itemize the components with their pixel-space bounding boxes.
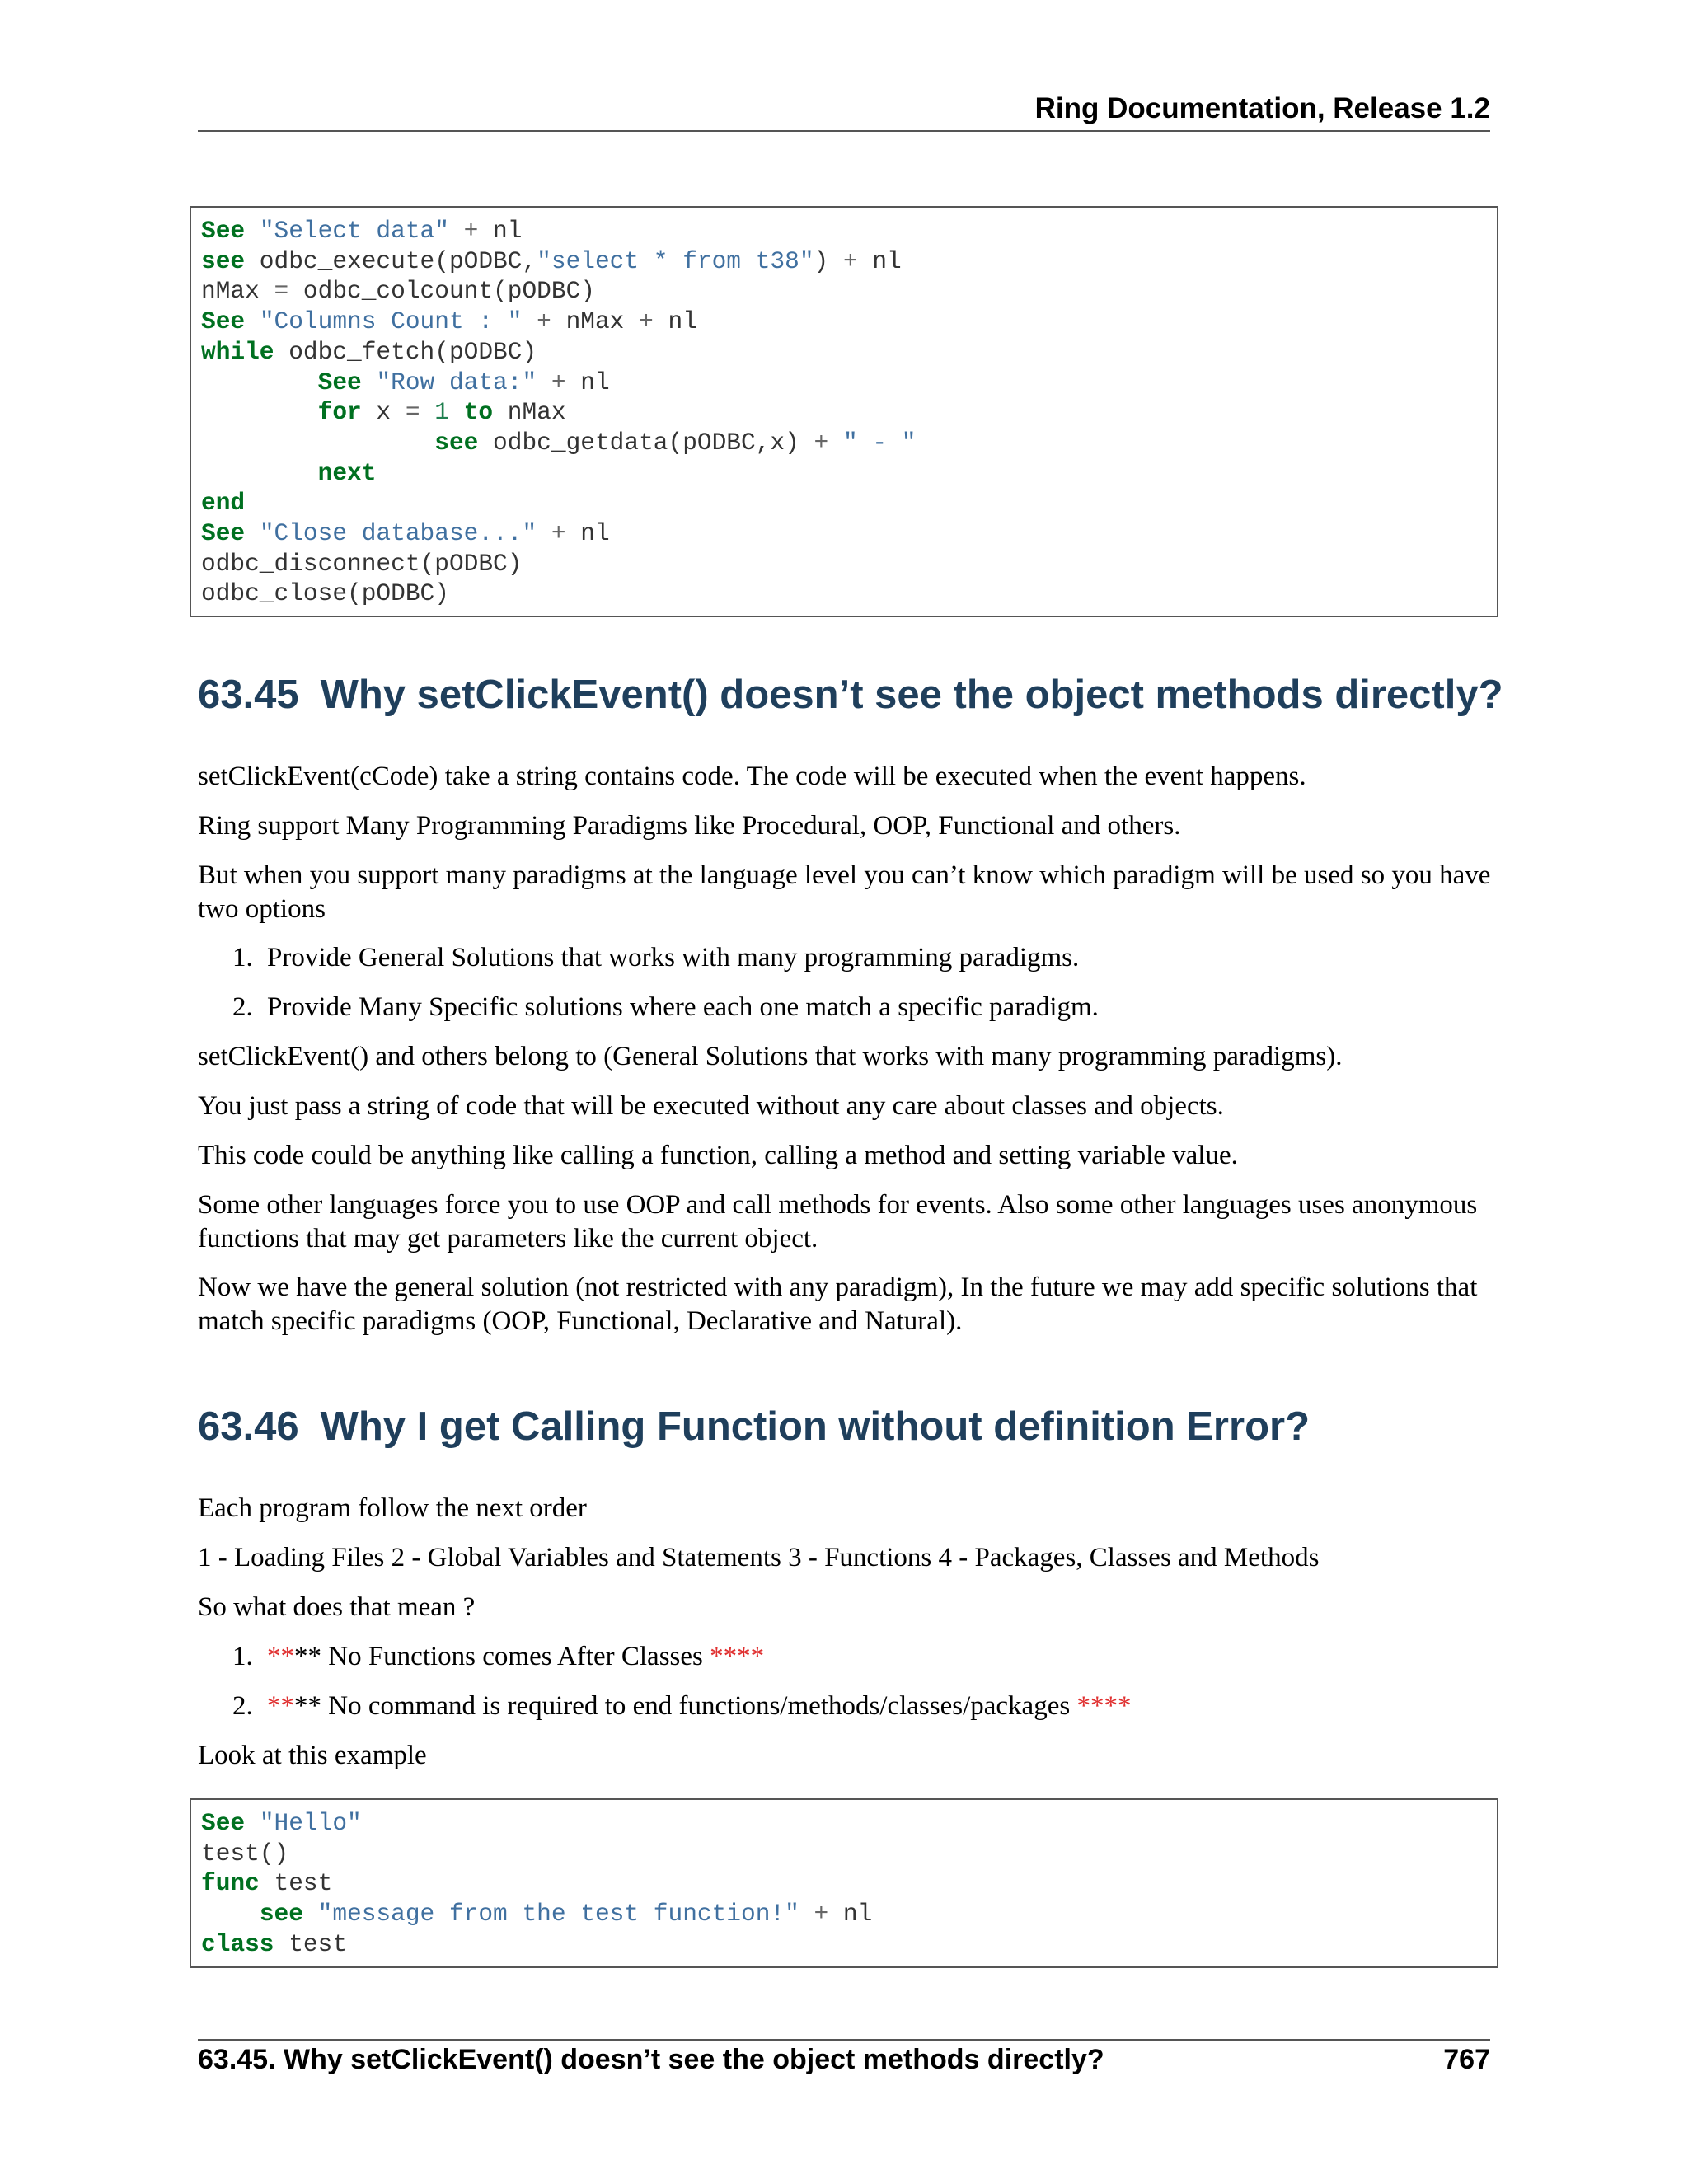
- section-heading-63-46: [198, 1404, 1310, 1450]
- code-token: =: [405, 398, 420, 427]
- code-line: [201, 307, 697, 335]
- code-token: odbc_fetch(pODBC): [274, 337, 537, 366]
- section-heading-63-45: [198, 672, 1503, 718]
- code-token: nMax: [201, 277, 274, 306]
- page-number: 767: [1443, 2044, 1490, 2075]
- code-token: [201, 368, 318, 396]
- code-token: for: [317, 398, 362, 427]
- code-token: [828, 429, 843, 457]
- list-item: [232, 1690, 1469, 1723]
- code-token: odbc_execute(pODBC,: [245, 246, 537, 275]
- list-item-text: Provide Many Specific solutions where each one match a specific paradigm.: [267, 992, 1099, 1022]
- code-token: nl: [478, 217, 523, 245]
- code-token: "message from the test function!": [317, 1900, 799, 1929]
- code-token: +: [814, 1900, 829, 1929]
- asterisks: **: [294, 1642, 321, 1671]
- code-line: [201, 217, 522, 245]
- code-line: [201, 338, 537, 366]
- paragraph: setClickEvent() and others belong to (General Solutions that works with many programming paradigms).: [198, 1042, 1343, 1071]
- list-marker: 1.: [232, 1642, 253, 1671]
- paragraph: So what does that mean ?: [198, 1592, 476, 1622]
- code-token: [201, 398, 318, 426]
- code-token: "Row data:": [376, 368, 537, 396]
- paragraph: 1 - Loading Files 2 - Global Variables and Statements 3 - Functions 4 - Packages, Classes and Methods: [198, 1543, 1320, 1572]
- emphasis-marker: **: [267, 1642, 294, 1671]
- code-token: odbc_disconnect(pODBC): [201, 549, 523, 578]
- code-token: 1: [434, 398, 449, 427]
- paragraph: You just pass a string of code that will be executed without any care about classes and objects.: [198, 1091, 1224, 1121]
- code-token: [420, 398, 435, 426]
- code-token: while: [201, 337, 274, 366]
- code-token: [799, 1900, 814, 1928]
- list-marker: 1.: [232, 943, 253, 972]
- list-item-text: Provide General Solutions that works with many programming paradigms.: [267, 943, 1080, 972]
- code-token: =: [274, 277, 289, 306]
- code-token: "select * from t38": [537, 246, 814, 275]
- code-line: [201, 277, 595, 305]
- code-token: nMax: [551, 307, 640, 336]
- code-token: test(): [201, 1839, 289, 1868]
- code-token: [522, 307, 537, 335]
- code-token: [537, 519, 551, 547]
- code-token: [245, 1809, 260, 1837]
- code-token: odbc_colcount(pODBC): [288, 277, 595, 306]
- code-token: [362, 368, 377, 396]
- code-block-func-class: [190, 1798, 1498, 1968]
- list-marker: 2.: [232, 992, 253, 1022]
- code-token: nMax: [493, 398, 566, 427]
- emphasis-marker: ****: [1076, 1691, 1132, 1721]
- code-line: [201, 1869, 332, 1897]
- paragraph: Each program follow the next order: [198, 1493, 587, 1523]
- code-token: test: [259, 1869, 333, 1898]
- list-item: [232, 941, 1469, 975]
- paragraph: Some other languages force you to use OOP and call methods for events. Also some other languages uses anonymous functions that may get parameters like the current object.: [198, 1190, 1478, 1254]
- code-token: x: [361, 398, 406, 427]
- code-line: [201, 368, 610, 396]
- code-line: [201, 1900, 872, 1928]
- code-token: [201, 429, 434, 457]
- code-token: next: [317, 458, 377, 487]
- code-token: See: [201, 217, 246, 245]
- paragraph: Look at this example: [198, 1741, 427, 1770]
- code-token: +: [551, 519, 566, 548]
- emphasis-marker: **: [267, 1691, 294, 1721]
- section-title: Why I get Calling Function without definition Error?: [320, 1404, 1311, 1449]
- code-token: [303, 1900, 318, 1928]
- code-line: [201, 519, 610, 547]
- paragraph: setClickEvent(cCode) take a string contains code. The code will be executed when the event happens.: [198, 762, 1306, 791]
- footer-section-title: 63.45. Why setClickEvent() doesn’t see the object methods directly?: [198, 2044, 1104, 2075]
- code-token: See: [317, 368, 362, 396]
- code-token: [245, 217, 260, 245]
- section-title: Why setClickEvent() doesn’t see the object methods directly?: [320, 673, 1503, 717]
- code-token: func: [201, 1869, 260, 1898]
- code-token: test: [274, 1929, 348, 1958]
- section-number: 63.45: [198, 673, 299, 717]
- list-marker: 2.: [232, 1691, 253, 1721]
- code-token: odbc_getdata(pODBC,x): [478, 428, 814, 457]
- code-token: [201, 1900, 260, 1928]
- code-block-odbc: [190, 206, 1498, 617]
- code-token: see: [259, 1900, 303, 1929]
- code-token: [537, 368, 551, 396]
- footer-rule: [198, 2039, 1490, 2041]
- code-token: +: [639, 307, 654, 336]
- code-token: nl: [857, 246, 902, 275]
- code-listing: [201, 216, 1487, 609]
- code-token: See: [201, 519, 246, 548]
- code-token: end: [201, 489, 246, 518]
- code-listing: [201, 1808, 1487, 1960]
- code-token: See: [201, 307, 246, 336]
- code-line: [201, 489, 245, 517]
- code-token: [201, 459, 318, 487]
- code-token: nl: [565, 519, 610, 548]
- code-token: "Hello": [259, 1809, 362, 1837]
- code-token: "Select data": [259, 217, 449, 245]
- code-token: odbc_close(pODBC): [201, 579, 449, 608]
- running-header: Ring Documentation, Release 1.2: [1034, 92, 1490, 124]
- code-line: [201, 1840, 288, 1868]
- header-rule: [198, 130, 1490, 132]
- paragraph: This code could be anything like calling a function, calling a method and setting variable value.: [198, 1141, 1238, 1170]
- asterisks: **: [294, 1691, 321, 1721]
- code-token: nl: [653, 307, 697, 336]
- list-item-text: No Functions comes After Classes: [321, 1642, 710, 1671]
- code-token: +: [551, 368, 566, 396]
- code-token: nl: [565, 368, 610, 396]
- code-line: [201, 1809, 362, 1837]
- paragraph: Ring support Many Programming Paradigms like Procedural, OOP, Functional and others.: [198, 811, 1181, 841]
- paragraph: But when you support many paradigms at the language level you can’t know which paradigm will be used so you have two options: [198, 860, 1491, 924]
- code-token: see: [201, 246, 246, 275]
- code-token: ): [814, 246, 843, 275]
- section-number: 63.46: [198, 1404, 299, 1449]
- code-token: [245, 519, 260, 547]
- code-token: [449, 217, 464, 245]
- paragraph: Now we have the general solution (not restricted with any paradigm), In the future we may add specific solutions that match specific paradigms (OOP, Functional, Declarative and Natural).: [198, 1272, 1478, 1336]
- code-line: [201, 1930, 347, 1958]
- code-token: [449, 398, 464, 426]
- code-token: "Close database...": [259, 519, 537, 548]
- code-token: "Columns Count : ": [259, 307, 523, 336]
- code-line: [201, 550, 522, 578]
- code-token: nl: [828, 1900, 873, 1929]
- list-item: [232, 991, 1469, 1024]
- code-token: class: [201, 1929, 274, 1958]
- code-line: [201, 579, 449, 607]
- code-token: [245, 307, 260, 335]
- code-line: [201, 459, 376, 487]
- code-token: See: [201, 1809, 246, 1837]
- code-line: [201, 247, 902, 275]
- code-token: " - ": [842, 428, 917, 457]
- code-line: [201, 398, 566, 426]
- code-token: +: [814, 428, 829, 457]
- code-line: [201, 429, 916, 457]
- list-item-text: No command is required to end functions/methods/classes/packages: [321, 1691, 1077, 1721]
- code-token: see: [434, 428, 479, 457]
- code-token: to: [463, 398, 494, 427]
- list-item: [232, 1640, 1469, 1674]
- code-token: +: [842, 246, 858, 275]
- emphasis-marker: ****: [710, 1642, 765, 1671]
- code-token: +: [463, 217, 479, 245]
- code-token: +: [537, 307, 551, 336]
